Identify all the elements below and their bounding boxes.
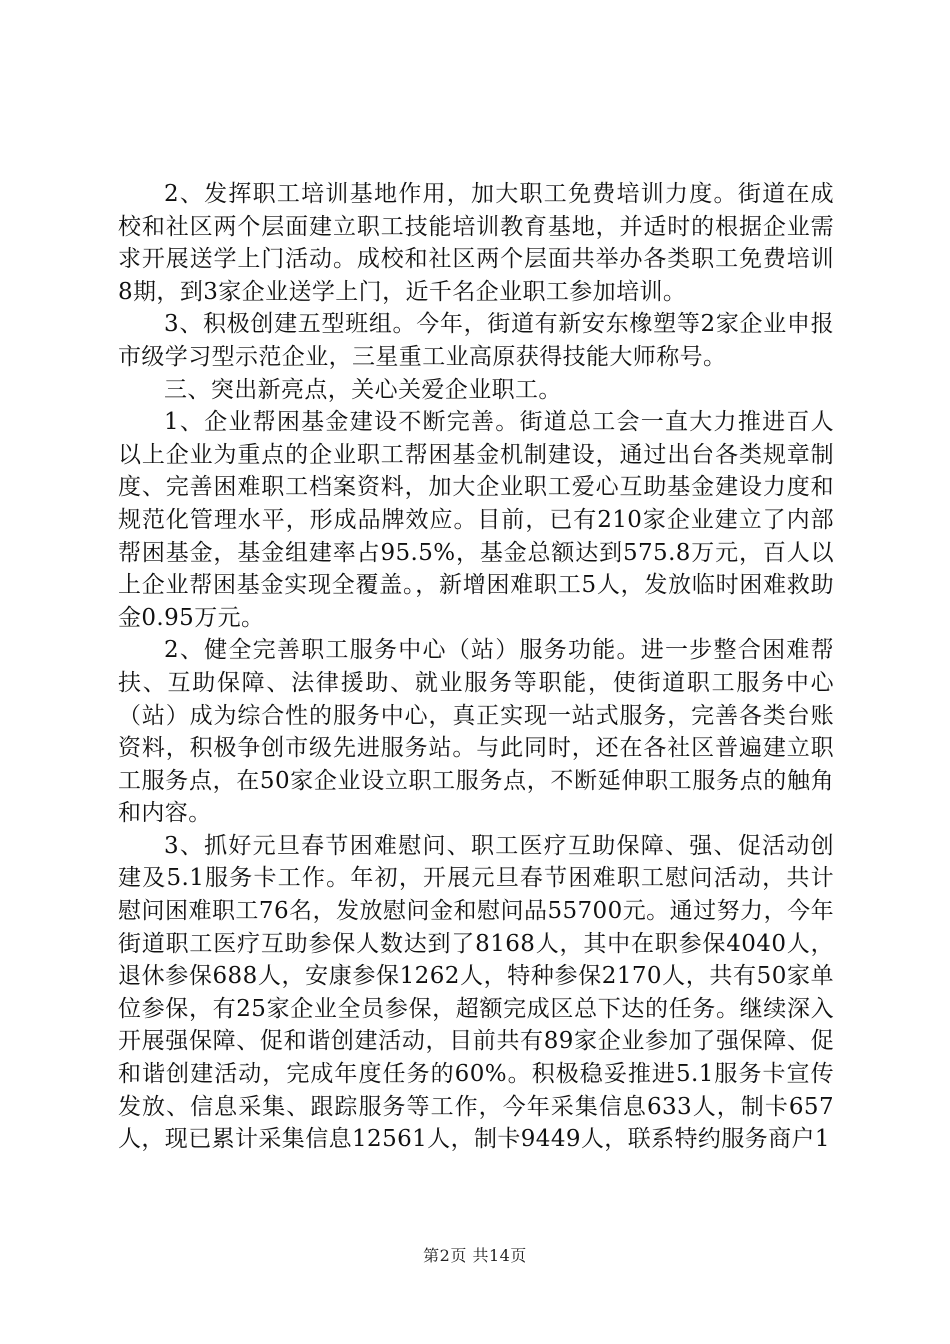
paragraph-training-base: 2、发挥职工培训基地作用，加大职工免费培训力度。街道在成校和社区两个层面建立职工技能培训教育基地，并适时的根据企业需求开展送学上门活动。成校和社区两个层面共举办各类职工免费培训8期，到3家企业送学上门，近千名企业职工参加培训。	[118, 181, 834, 305]
paragraph-relief-fund: 1、企业帮困基金建设不断完善。街道总工会一直大力推进百人以上企业为重点的企业职工帮困基金机制建设，通过出台各类规章制度、完善困难职工档案资料，加大企业职工爱心互助基金建设力度和规范化管理水平，形成品牌效应。目前，已有210家企业建立了内部帮困基金，基金组建率占95.5%，基金总额达到575.8万元，百人以上企业帮困基金实现全覆盖。，新增困难职工5人，发放临时困难救助金0.95万元。	[118, 409, 834, 631]
paragraph-five-type-teams: 3、积极创建五型班组。今年，街道有新安东橡塑等2家企业申报市级学习型示范企业，三星重工业高原获得技能大师称号。	[118, 311, 834, 370]
page-number-footer: 第2页 共14页	[423, 1246, 527, 1265]
paragraph-service-center: 2、健全完善职工服务中心（站）服务功能。进一步整合困难帮扶、互助保障、法律援助、就业服务等职能，使街道职工服务中心（站）成为综合性的服务中心，真正实现一站式服务，完善各类台账资料，积极争创市级先进服务站。与此同时，还在各社区普遍建立职工服务点，在50家企业设立职工服务点，不断延伸职工服务点的触角和内容。	[118, 637, 834, 827]
paragraph-new-year-visits: 3、抓好元旦春节困难慰问、职工医疗互助保障、强、促活动创建及5.1服务卡工作。年初，开展元旦春节困难职工慰问活动，共计慰问困难职工76名，发放慰问金和慰问品55700元。通过努力，今年街道职工医疗互助参保人数达到了8168人，其中在职参保4040人，退休参保688人，安康参保1262人，特种参保2170人，共有50家单位参保，有25家企业全员参保，超额完成区总下达的任务。继续深入开展强保障、促和谐创建活动，目前共有89家企业参加了强保障、促和谐创建活动，完成年度任务的60%。积极稳妥推进5.1服务卡宣传发放、信息采集、跟踪服务等工作，今年采集信息633人，制卡657人，现已累计采集信息12561人，制卡9449人，联系特约服务商户1	[118, 832, 834, 1153]
document-body	[118, 178, 834, 1156]
section-heading-care-workers: 三、突出新亮点，关心关爱企业职工。	[164, 376, 562, 403]
